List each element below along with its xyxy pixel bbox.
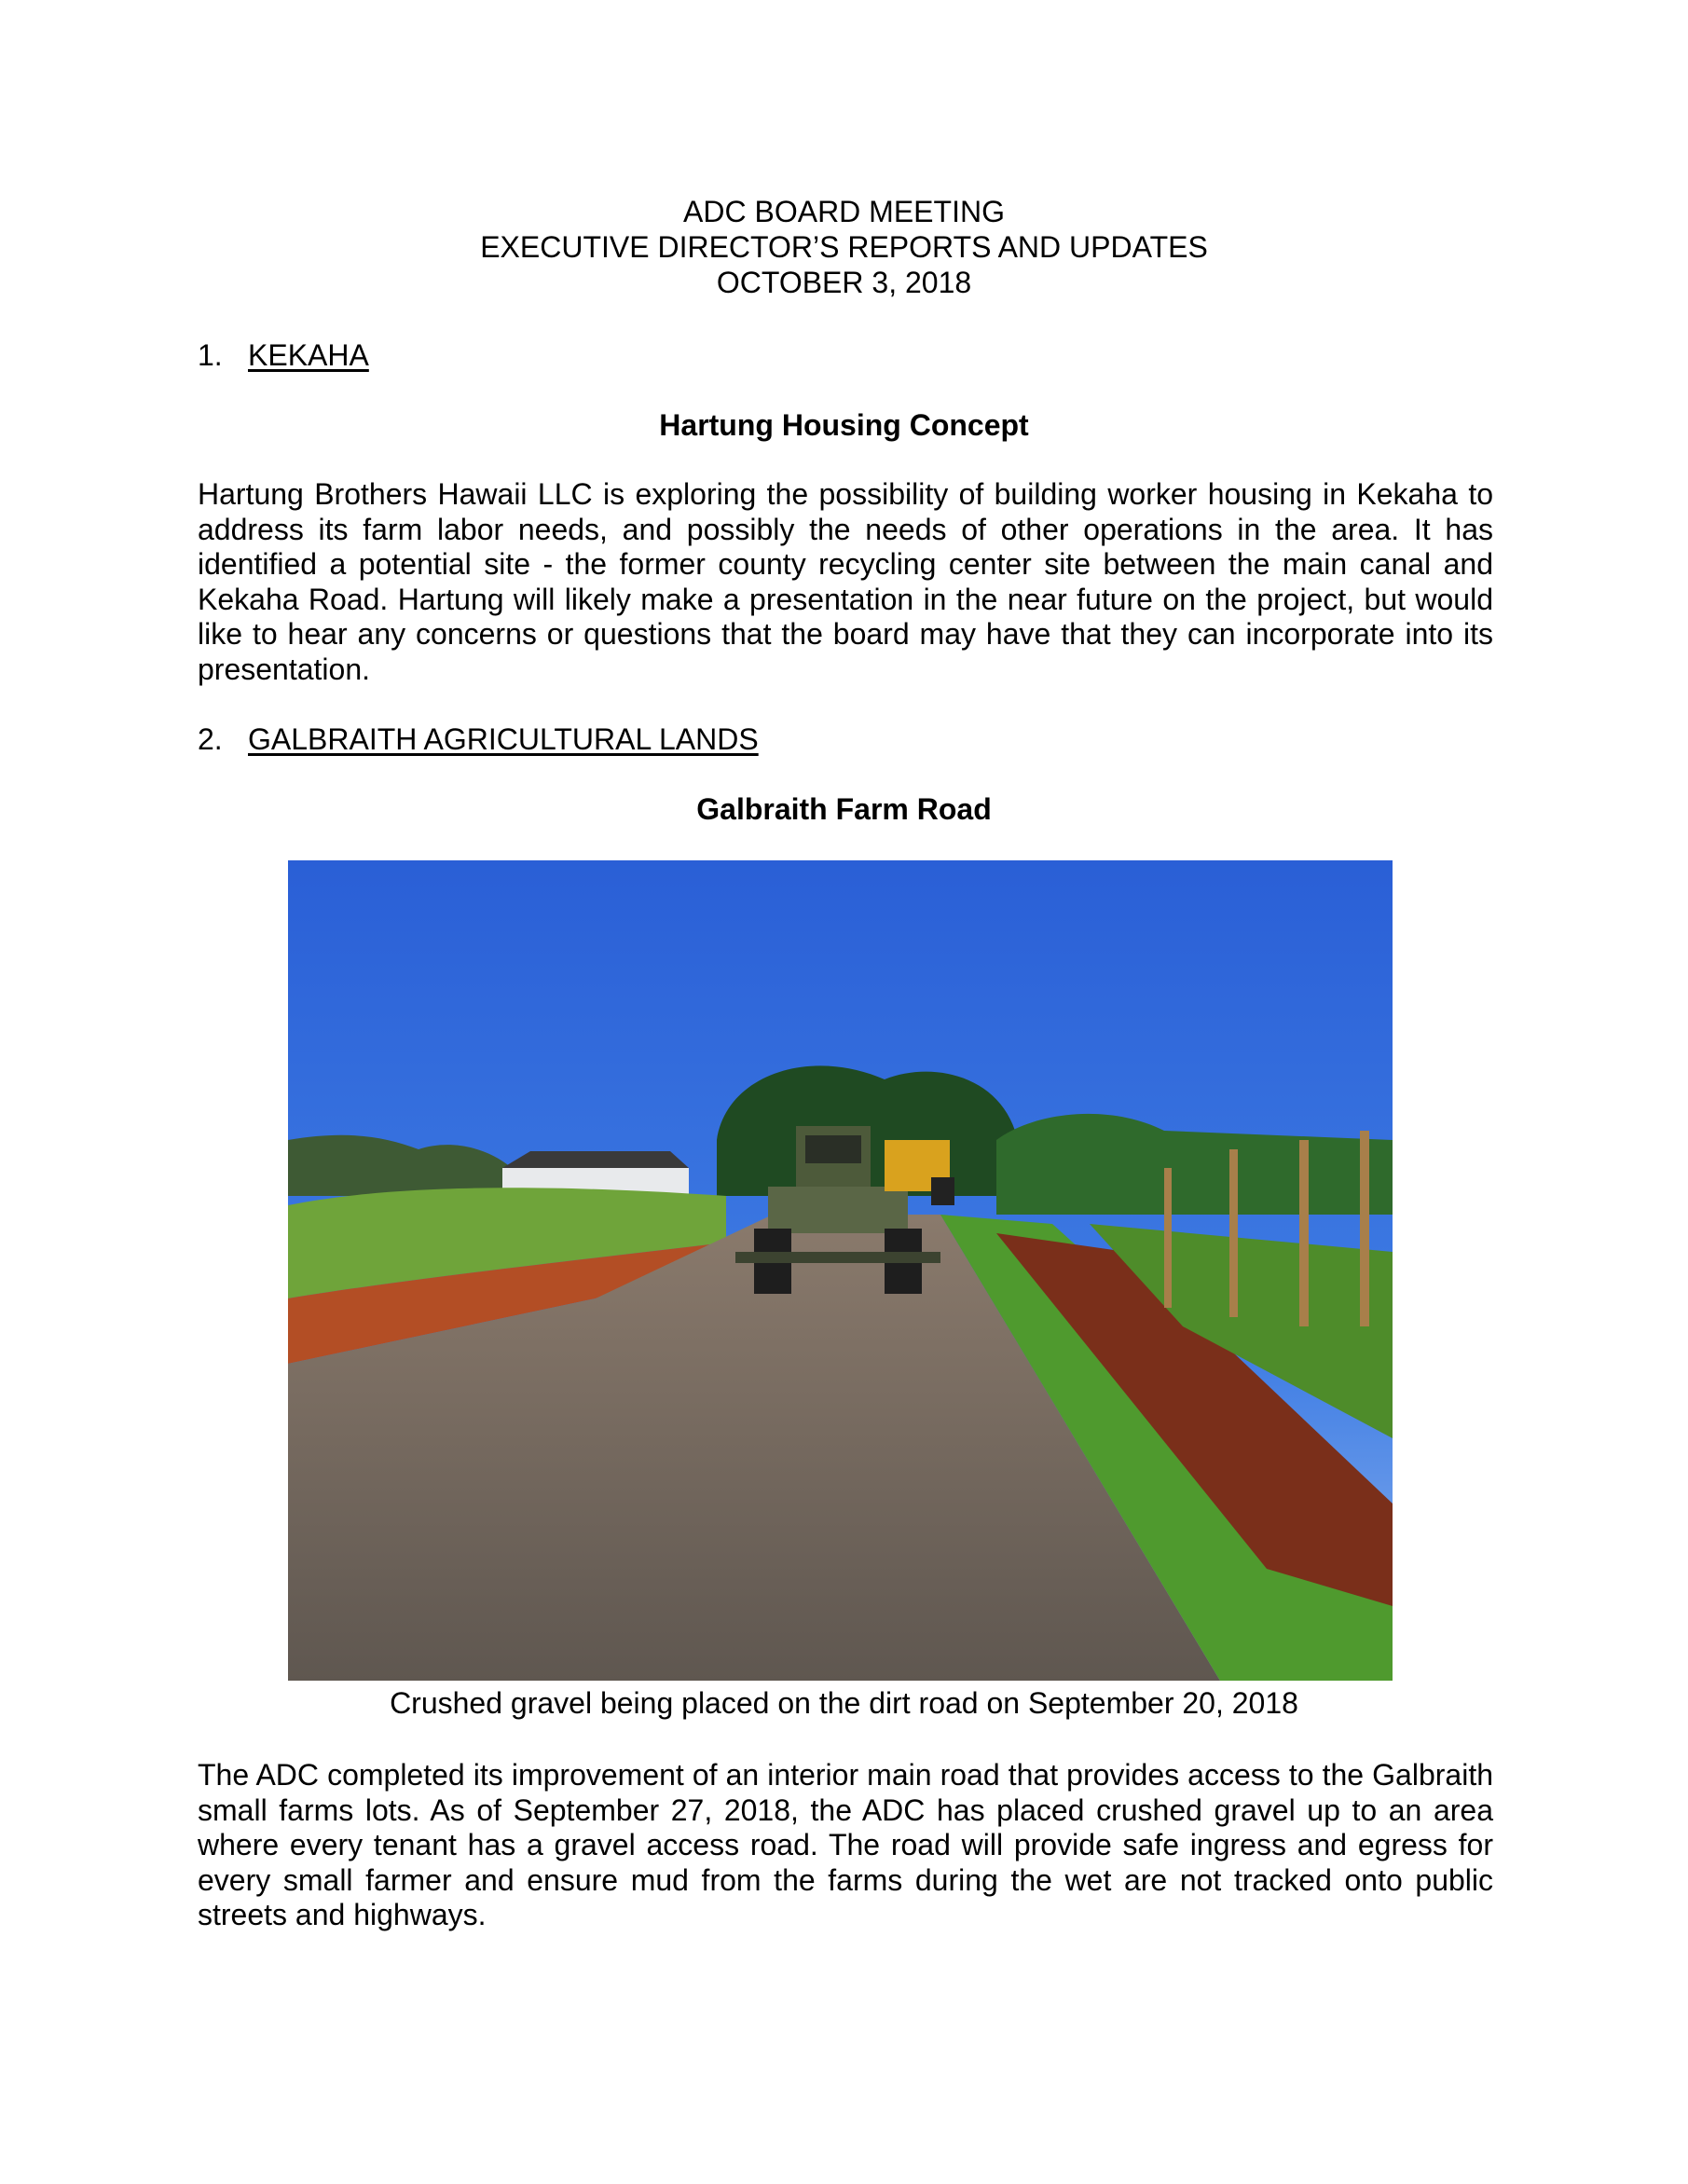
section-heading-kekaha [198,337,369,373]
paragraph-hartung-housing: Hartung Brothers Hawaii LLC is exploring the possibility of building worker housing in Kekaha to address its farm labor needs, and possibly the needs of other operations in the area. It has identified a potential site - the former county recycling center site between the main canal and Kekaha Road. Hartung will likely make a presentation in the near future on the project, but would like to hear any concerns or questions that the board may have that they can incorporate into its presentation. [198,477,1493,686]
subheading-galbraith-farm-road: Galbraith Farm Road [696,792,992,826]
photo-caption: Crushed gravel being placed on the dirt road on September 20, 2018 [390,1686,1298,1720]
section-title: KEKAHA [248,338,369,372]
farm-road-photo [288,860,1393,1681]
document-header [0,194,1688,300]
section-number: 2. [198,722,223,756]
header-line-meeting: ADC BOARD MEETING [683,195,1005,228]
paragraph-galbraith-road: The ADC completed its improvement of an interior main road that provides access to the Galbraith small farms lots. As of September 27, 2018, the ADC has placed crushed gravel up to an area where every tenant has a gravel access road. The road will provide safe ingress and egress for every small farmer and ensure mud from the farms during the wet are not tracked onto public streets and highways. [198,1758,1493,1931]
subheading-hartung-housing: Hartung Housing Concept [659,408,1029,442]
header-line-report: EXECUTIVE DIRECTOR’S REPORTS AND UPDATES [480,230,1208,264]
section-heading-galbraith [198,721,759,757]
section-title: GALBRAITH AGRICULTURAL LANDS [248,722,759,756]
section-number: 1. [198,338,223,372]
header-line-date: OCTOBER 3, 2018 [716,266,972,299]
